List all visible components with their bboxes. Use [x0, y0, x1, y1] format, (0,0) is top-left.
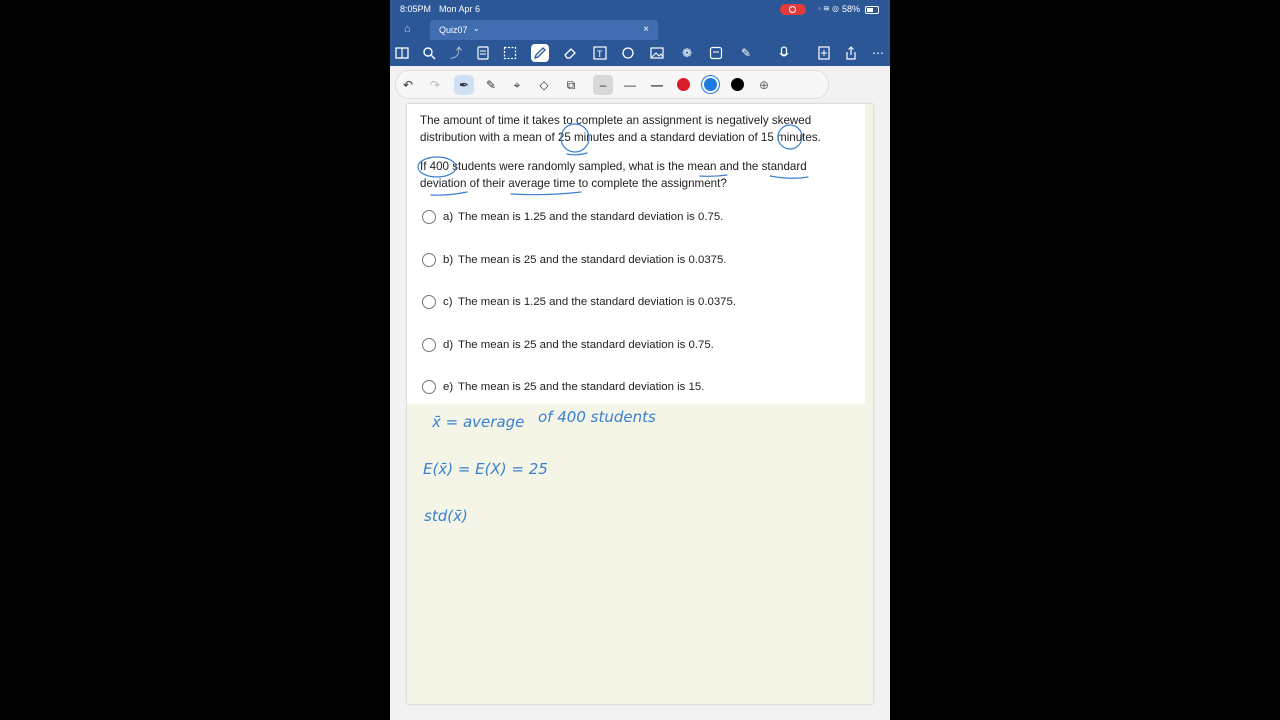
ink-annotations	[407, 104, 873, 704]
choice-letter: c)	[443, 296, 453, 308]
pen-color-red[interactable]	[677, 78, 690, 91]
share-icon[interactable]	[842, 44, 860, 62]
home-icon[interactable]: ⌂	[404, 23, 411, 35]
lasso-select-icon[interactable]	[501, 44, 519, 62]
microphone-icon[interactable]	[775, 44, 793, 62]
battery-icon	[865, 6, 879, 14]
handwriting-of-400-students: of 400 students	[538, 408, 656, 426]
choice-text: The mean is 25 and the standard deviation is 0.75.	[458, 339, 714, 351]
elements-icon[interactable]: ❁	[681, 46, 693, 60]
svg-text:T: T	[597, 49, 603, 59]
document-list-icon[interactable]	[474, 44, 492, 62]
ink-underline-400	[431, 192, 467, 195]
ball-pen-icon[interactable]: ✎	[485, 78, 497, 92]
ink-circle-25	[561, 124, 589, 152]
choice-letter: a)	[443, 211, 454, 223]
stroke-thin-option[interactable]: –	[593, 75, 613, 95]
image-icon[interactable]	[648, 44, 666, 62]
add-color-icon[interactable]: ⊕	[758, 78, 770, 92]
laser-pointer-icon[interactable]: ✎	[740, 46, 752, 60]
status-bar	[390, 0, 890, 19]
choice-text: The mean is 1.25 and the standard deviation is 0.75.	[458, 211, 724, 223]
search-icon[interactable]	[420, 44, 438, 62]
handwriting-xbar-average: x̄ = average	[432, 413, 525, 431]
question-line-2: distribution with a mean of 25 minutes and a standard deviation of 15 minutes.	[420, 131, 821, 144]
ink-underline-average-time	[511, 192, 581, 195]
wifi-icon: ◦ ≋ ◎	[818, 4, 839, 13]
eraser-icon[interactable]	[561, 44, 579, 62]
question-line-3: If 400 students were randomly sampled, what is the mean and the standard	[420, 160, 807, 173]
text-box-icon[interactable]	[591, 44, 609, 62]
ink-underline-standard	[770, 176, 808, 178]
choice-text: The mean is 25 and the standard deviation is 15.	[458, 381, 705, 393]
magic-wand-icon[interactable]: ⤴	[449, 46, 462, 60]
more-options-icon[interactable]: ⋯	[872, 46, 884, 60]
question-line-1: The amount of time it takes to complete an assignment is negatively skewed	[420, 114, 812, 127]
note-page[interactable]	[407, 104, 873, 704]
stroke-thick-option[interactable]: —	[651, 78, 663, 92]
handwriting-expected-value: E(x̄) = E(X) = 25	[423, 460, 548, 478]
redo-icon[interactable]: ↷	[429, 78, 441, 92]
question-line-4: deviation of their average time to complete the assignment?	[420, 177, 727, 190]
ink-circle-15	[778, 125, 802, 149]
pen-color-black[interactable]	[731, 78, 744, 91]
stroke-medium-option[interactable]: —	[624, 78, 636, 92]
choice-letter: b)	[443, 254, 454, 266]
sticky-note-icon[interactable]	[707, 44, 725, 62]
choice-letter: e)	[443, 381, 454, 393]
fountain-pen-icon[interactable]: ✒	[454, 75, 474, 95]
ink-underline-mean	[700, 175, 727, 176]
choice-text: The mean is 1.25 and the standard deviation is 0.0375.	[458, 296, 736, 308]
battery-percent: 58%	[842, 4, 861, 14]
choice-text: The mean is 25 and the standard deviation is 0.0375.	[458, 254, 727, 266]
drawing-toolbar	[396, 71, 828, 98]
sidebar-book-icon[interactable]	[393, 44, 411, 62]
undo-icon[interactable]: ↶	[402, 78, 414, 92]
highlighter-icon[interactable]: ⌖	[513, 78, 521, 92]
eraser-tool-icon[interactable]: ◇	[539, 78, 549, 92]
pen-tool-icon[interactable]	[531, 44, 549, 62]
ink-circle-400	[418, 157, 456, 177]
pen-color-blue[interactable]	[704, 78, 717, 91]
shapes-icon[interactable]	[619, 44, 637, 62]
tab-bar	[390, 19, 890, 40]
tablet-screen	[390, 0, 890, 720]
add-page-icon[interactable]	[815, 44, 833, 62]
choice-letter: d)	[443, 339, 454, 351]
chevron-down-icon[interactable]: ⌄	[473, 24, 480, 33]
close-tab-icon[interactable]: ×	[643, 24, 649, 35]
status-date: Mon Apr 6	[439, 4, 481, 14]
tab-quiz07[interactable]	[430, 20, 658, 40]
ink-underline-25	[567, 153, 587, 155]
handwriting-std: std(x̄)	[424, 507, 468, 525]
shape-recognition-icon[interactable]: ⧉	[566, 78, 576, 92]
status-time: 8:05PM	[400, 4, 432, 14]
screen-record-icon[interactable]	[780, 4, 806, 15]
tab-title: Quiz07	[439, 25, 468, 35]
app-toolbar	[390, 40, 890, 66]
